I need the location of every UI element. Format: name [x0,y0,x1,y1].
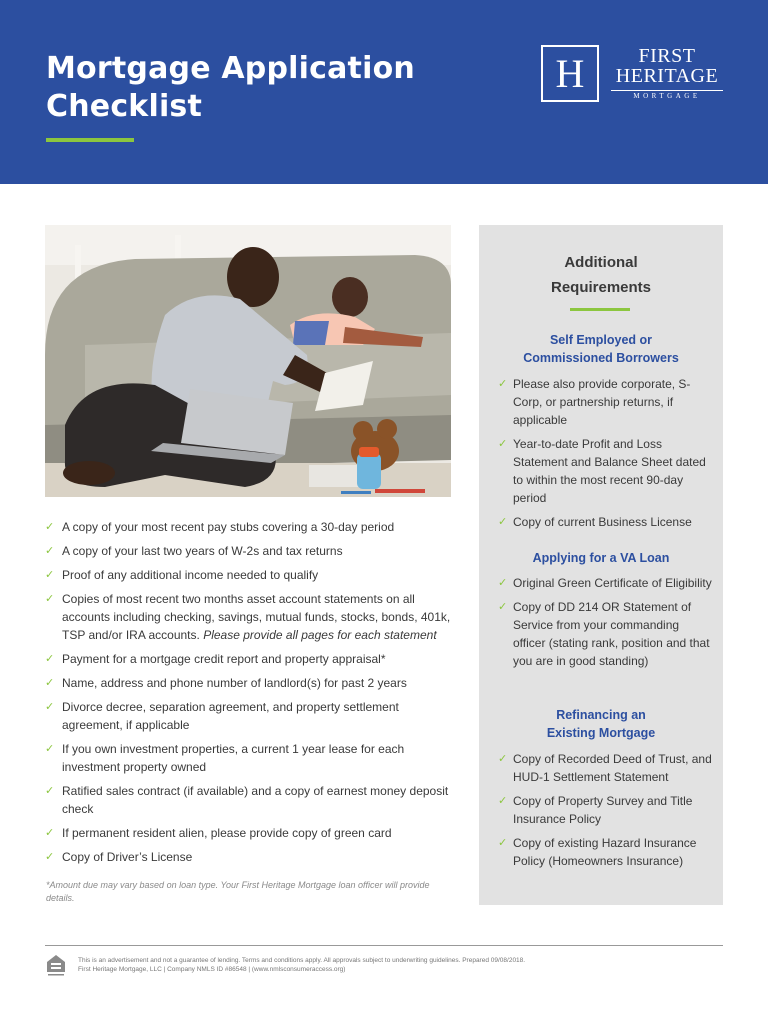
list-item [498,834,713,870]
list-item [498,750,713,786]
list-item [498,574,713,592]
list-item-text: Copy of current Business License [513,515,692,529]
list-item-text: Original Green Certificate of Eligibility [513,576,712,590]
sidebar-title [479,250,723,300]
list-item [45,542,455,560]
logo-h-box [541,45,599,102]
section-heading-line2: Existing Mortgage [546,726,656,740]
list-item-text: Copy of existing Hazard Insurance Policy (Homeowners Insurance) [513,836,697,868]
sidebar-title-underline [570,308,630,311]
list-item [498,513,713,531]
photo-illustration [45,225,451,497]
disclaimer-line2: First Heritage Mortgage, LLC | Company NMLS ID #86548 | (www.nmlsconsumeraccess.org) [78,966,346,973]
title-underline [46,138,134,142]
section-heading-line1: Self Employed or [549,333,653,347]
list-item-text: If permanent resident alien, please provide copy of green card [62,826,392,840]
header-banner [0,0,768,184]
checkmark-icon: ✓ [498,576,508,589]
logo-first-text: FIRST [638,45,696,67]
list-item-text: Copy of Recorded Deed of Trust, and HUD-1 Settlement Statement [513,752,712,784]
list-item [498,598,713,670]
footer-divider [45,945,723,946]
checkmark-icon: ✓ [45,700,55,713]
checkmark-icon: ✓ [498,836,508,849]
list-item-text: Copy of Property Survey and Title Insurance Policy [513,794,693,826]
checkmark-icon: ✓ [498,515,508,528]
refinancing-list [498,750,713,876]
section-heading-line1: Applying for a VA Loan [532,551,670,565]
list-item-italic-note: Please provide all pages for each statement [203,628,437,642]
va-loan-list [498,574,713,676]
checkmark-icon: ✓ [45,592,55,605]
footnote: *Amount due may vary based on loan type. Your First Heritage Mortgage loan officer will provide details. [46,880,430,903]
self-employed-list [498,375,713,537]
list-item-text: Payment for a mortgage credit report and property appraisal* [62,652,386,666]
house-icon [46,953,66,977]
list-item-text: A copy of your last two years of W-2s and tax returns [62,544,343,558]
logo-heritage-text: HERITAGE [615,65,719,87]
list-item [45,518,455,536]
sidebar-title-line2: Requirements [550,279,652,296]
list-item [45,698,455,734]
page-title-line2: Checklist [46,89,203,124]
checkmark-icon: ✓ [498,377,508,390]
logo-mortgage-text: MORTGAGE [633,92,701,100]
main-checklist [45,518,455,872]
list-item [45,566,455,584]
section-heading-self-employed [479,331,723,367]
list-item-text: If you own investment properties, a current 1 year lease for each investment property owned [62,742,405,774]
checkmark-icon: ✓ [45,520,55,533]
checkmark-icon: ✓ [45,826,55,839]
page-title [46,50,415,126]
section-heading-line1: Refinancing an [556,708,646,722]
father-daughter-photo [45,225,451,497]
page-title-line1: Mortgage Application [46,51,415,86]
list-item-text: Please also provide corporate, S-Corp, or partnership returns, if applicable [513,377,691,427]
list-item [498,435,713,507]
section-heading-line2: Commissioned Borrowers [523,351,679,365]
equal-housing-opportunity-icon [46,953,66,977]
checkmark-icon: ✓ [498,794,508,807]
list-item-text: Divorce decree, separation agreement, and property settlement agreement, if applicable [62,700,399,732]
list-item [45,590,455,644]
checkmark-icon: ✓ [45,784,55,797]
disclaimer-line1: This is an advertisement and not a guarantee of lending. Terms and conditions apply. All approvals subject to underwriting guidelines. Prepared 09/08/2018. [78,957,526,964]
list-item [45,740,455,776]
section-heading-va-loan [479,549,723,567]
list-item-text: Proof of any additional income needed to qualify [62,568,319,582]
list-item-text: Ratified sales contract (if available) and a copy of earnest money deposit check [62,784,449,816]
checkmark-icon: ✓ [45,652,55,665]
list-item [45,848,455,866]
checkmark-icon: ✓ [45,676,55,689]
checkmark-icon: ✓ [498,437,508,450]
first-heritage-logo [541,45,731,105]
checkmark-icon: ✓ [498,600,508,613]
list-item [45,782,455,818]
sidebar-title-line1: Additional [564,254,638,271]
logo-h-letter: H [555,51,585,96]
list-item-text: Copy of DD 214 OR Statement of Service from your commanding officer (stating rank, position and that you are in good standing) [513,600,710,668]
list-item [45,674,455,692]
logo-divider [611,90,723,91]
list-item [498,792,713,828]
checkmark-icon: ✓ [45,544,55,557]
list-item [45,650,455,668]
list-item-text: A copy of your most recent pay stubs covering a 30-day period [62,520,395,534]
list-item-text: Name, address and phone number of landlord(s) for past 2 years [62,676,407,690]
additional-requirements-panel [479,225,723,905]
list-item-text: Copy of Driver’s License [62,850,193,864]
list-item-text: Year-to-date Profit and Loss Statement and Balance Sheet dated to within the most recent 90-day period [513,437,706,505]
list-item [45,824,455,842]
checkmark-icon: ✓ [45,850,55,863]
checkmark-icon: ✓ [45,568,55,581]
legal-disclaimer [78,956,698,974]
checkmark-icon: ✓ [45,742,55,755]
list-item [498,375,713,429]
section-heading-refinancing [479,706,723,742]
list-item-text: Copies of most recent two months asset account statements on all accounts including checking, savings, mutual funds, stocks, bonds, 401k, TSP and/or IRA accounts. [62,592,451,642]
checkmark-icon: ✓ [498,752,508,765]
